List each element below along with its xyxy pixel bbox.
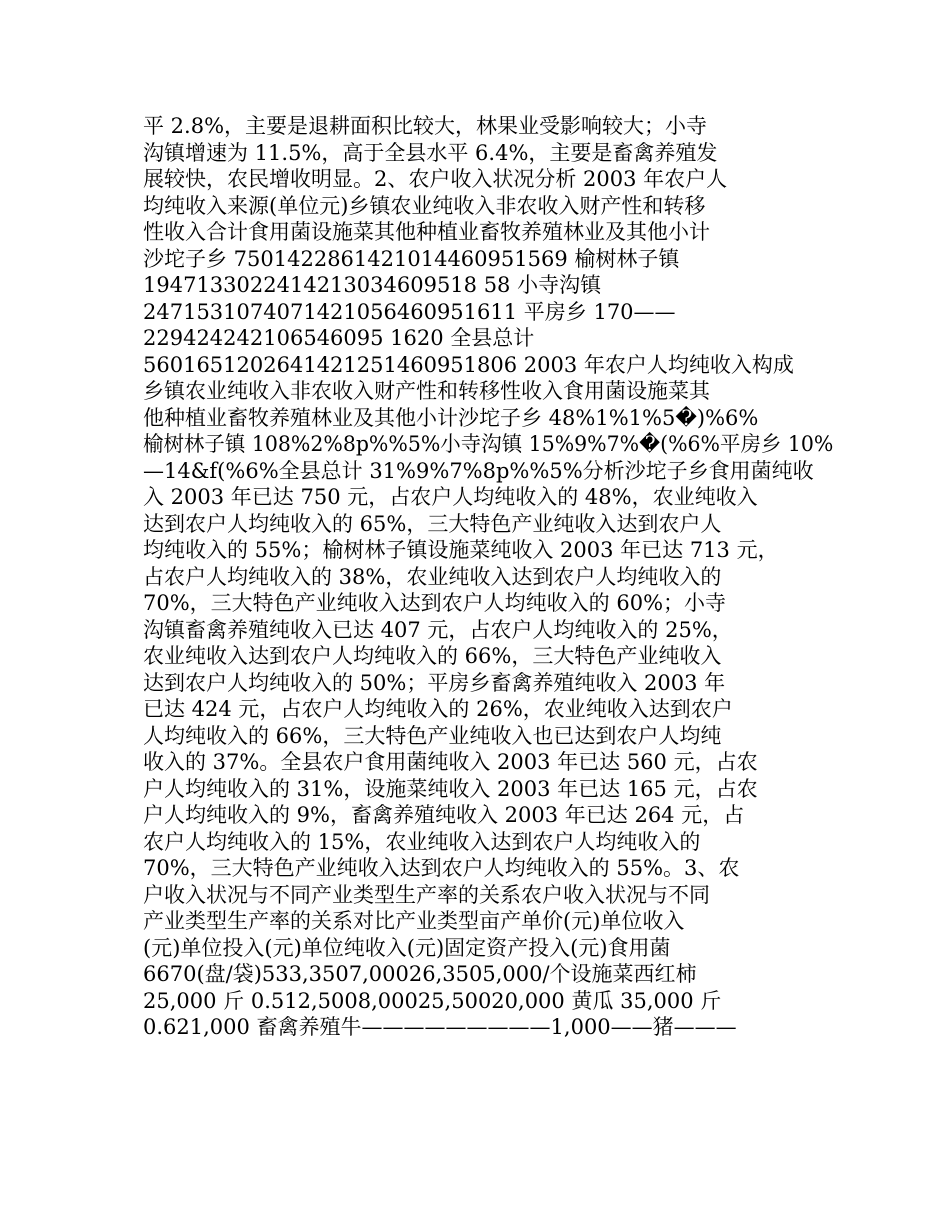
text-line: 0.621,000 畜禽养殖牛—————————1,000——猪——— xyxy=(143,1015,737,1039)
text-line: 70%，三大特色产业纯收入达到农户人均纯收入的 60%；小寺 xyxy=(143,591,727,615)
text-line: 占农户人均纯收入的 38%，农业纯收入达到农户人均纯收入的 xyxy=(143,564,722,589)
text-line: 5601651202641421251460951806 2003 年农户人均纯收入构成 xyxy=(143,352,794,377)
text-line: 均纯收入的 55%；榆树林子镇设施菜纯收入 2003 年已达 713 元， xyxy=(143,538,779,562)
text-line: 户人均纯收入的 31%，设施菜纯收入 2003 年已达 165 元，占农 xyxy=(143,776,758,801)
text-line: 户人均纯收入的 9%，畜禽养殖纯收入 2003 年已达 264 元，占 xyxy=(143,803,745,827)
text-line: 收入的 37%。全县农户食用菌纯收入 2003 年已达 560 元，占农 xyxy=(143,750,758,774)
text-line: 榆树林子镇 108%2%8p%%5%小寺沟镇 15%9%7%�(%6%平房乡 10% xyxy=(143,432,834,456)
text-line: 产业类型生产率的关系对比产业类型亩产单价(元)单位收入 xyxy=(143,909,685,933)
text-line: 均纯收入来源(单位元)乡镇农业纯收入非农收入财产性和转移 xyxy=(143,193,706,218)
text-line: 沟镇畜禽养殖纯收入已达 407 元，占农户人均纯收入的 25%， xyxy=(143,617,733,642)
text-line: 25,000 斤 0.512,5008,00025,50020,000 黄瓜 35,000 斤 xyxy=(143,988,722,1013)
text-line: 沙坨子乡 7501422861421014460951569 榆树林子镇 xyxy=(143,246,680,271)
text-line: 沟镇增速为 11.5%，高于全县水平 6.4%，主要是畜禽养殖发 xyxy=(143,140,718,165)
text-line: 达到农户人均纯收入的 65%，三大特色产业纯收入达到农户人 xyxy=(143,511,722,536)
text-line: 农户人均纯收入的 15%，农业纯收入达到农户人均纯收入的 xyxy=(143,829,701,854)
text-line: 达到农户人均纯收入的 50%；平房乡畜禽养殖纯收入 2003 年 xyxy=(143,670,726,695)
text-line: 2471531074071421056460951611 平房乡 170—— xyxy=(143,299,676,324)
text-line: —14&f(%6%全县总计 31%9%7%8p%%5%分析沙坨子乡食用菌纯收 xyxy=(143,458,814,483)
text-line: 70%，三大特色产业纯收入达到农户人均纯收入的 55%。3、农 xyxy=(143,856,740,880)
text-line: 展较快，农民增收明显。2、农户收入状况分析 2003 年农户人 xyxy=(143,167,728,191)
text-line: 平 2.8%，主要是退耕面积比较大，林果业受影响较大；小寺 xyxy=(143,114,708,138)
text-line: 他种植业畜牧养殖林业及其他小计沙坨子乡 48%1%1%5�)%6% xyxy=(143,405,759,430)
text-line: 229424242106546095 1620 全县总计 xyxy=(143,326,535,350)
body-text xyxy=(143,113,833,1041)
text-line: 1947133022414213034609518 58 小寺沟镇 xyxy=(143,273,602,297)
text-line: 人均纯收入的 66%，三大特色产业纯收入也已达到农户人均纯 xyxy=(143,723,722,748)
text-line: 6670(盘/袋)533,3507,00026,3505,000/个设施菜西红柿 xyxy=(143,962,697,986)
text-line: 已达 424 元，占农户人均纯收入的 26%，农业纯收入达到农户 xyxy=(143,697,733,721)
text-line: 性收入合计食用菌设施菜其他种植业畜牧养殖林业及其他小计 xyxy=(143,220,710,244)
text-line: 户收入状况与不同产业类型生产率的关系农户收入状况与不同 xyxy=(143,882,710,907)
text-line: 入 2003 年已达 750 元，占农户人均纯收入的 48%，农业纯收入 xyxy=(143,485,758,509)
text-line: (元)单位投入(元)单位纯收入(元)固定资产投入(元)食用菌 xyxy=(143,935,671,960)
text-line: 农业纯收入达到农户人均纯收入的 66%，三大特色产业纯收入 xyxy=(143,644,722,668)
text-line: 乡镇农业纯收入非农收入财产性和转移性收入食用菌设施菜其 xyxy=(143,379,710,403)
